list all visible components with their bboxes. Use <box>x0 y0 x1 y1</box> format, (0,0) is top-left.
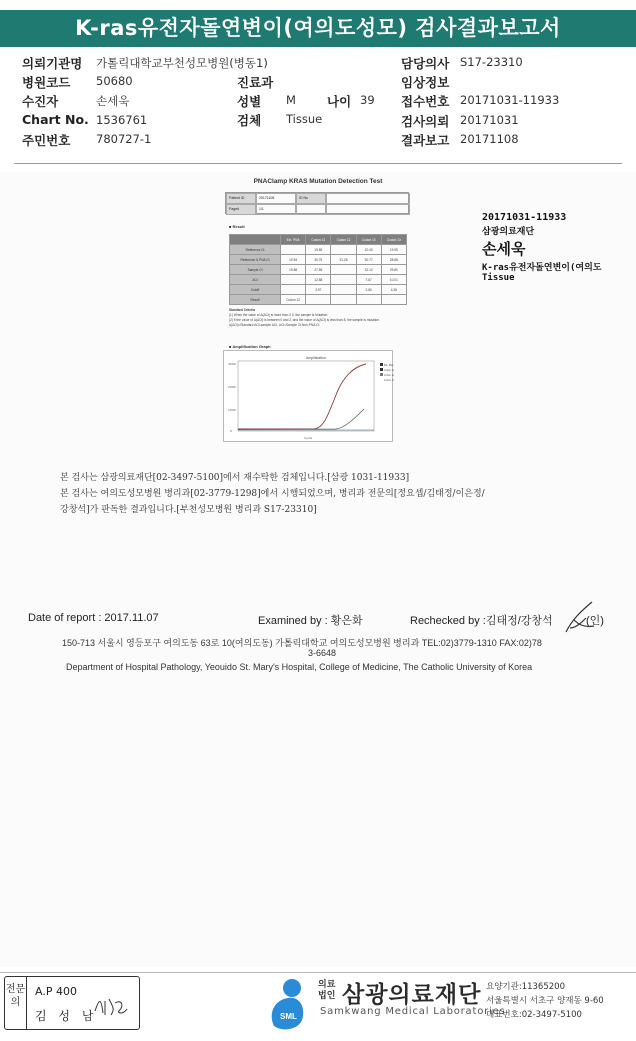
department-label: 진료과 <box>237 75 274 90</box>
chart-label: Chart No. <box>22 112 89 127</box>
y-tick: 2000 <box>228 385 236 389</box>
criteria-line: (2) If the value of Δ(ΔCt) is between 0 and 2, and the value of Δ(ΔCt) is less than 8, the sample is mutation. <box>229 318 380 322</box>
y-tick: 3000 <box>228 362 236 366</box>
clinical-label: 임상정보 <box>401 75 450 90</box>
table-cell: 12.88 <box>306 275 331 285</box>
legend-entry: Codon 12 <box>384 374 394 377</box>
legend-swatch <box>380 373 383 376</box>
y-tick: 1000 <box>228 408 236 412</box>
table-header-cell: Codon 13 <box>381 235 406 245</box>
standard-criteria <box>229 308 407 328</box>
rechecked-by: Rechecked by :김태정/강창석 <box>410 615 553 627</box>
pna-header-cell <box>326 204 410 215</box>
table-cell: 30.77 <box>356 255 381 265</box>
pnaclamp-report <box>223 178 413 349</box>
foundation-logo <box>266 974 636 1032</box>
table-cell <box>356 295 381 305</box>
examined-by: Examined by : 황은화 <box>258 615 363 627</box>
amplification-label: ■ Amplification Graph <box>229 344 271 349</box>
table-row <box>230 245 407 255</box>
logo-name: 삼광의료재단 <box>342 982 482 1008</box>
table-header-cell: Ext. PNA <box>281 235 306 245</box>
table-cell <box>281 285 306 295</box>
stamp-side-label: 전문의 <box>5 977 27 1029</box>
table-row <box>230 285 407 295</box>
pna-header-cell <box>326 193 410 204</box>
specimen-value: Tissue <box>286 112 323 126</box>
sex-value: M <box>286 93 296 107</box>
rrn-label: 주민번호 <box>22 133 71 148</box>
logo-mark-text: SML <box>280 1012 297 1021</box>
table-cell: 19.54 <box>281 255 306 265</box>
specialist-signature <box>91 991 131 1019</box>
logo-english: Samkwang Medical Laboratories <box>320 1006 506 1017</box>
pna-header-table <box>225 192 409 214</box>
table-cell: 4.38 <box>381 285 406 295</box>
legend-entry: Codon 13 <box>384 379 394 382</box>
specialist-stamp <box>4 976 140 1030</box>
table-row <box>230 255 407 265</box>
date-of-report: Date of report : 2017.11.07 <box>28 612 159 624</box>
pna-header-cell: ID No <box>296 193 326 204</box>
stamp-name: 김 성 남 <box>35 1009 98 1023</box>
table-cell <box>331 275 356 285</box>
table-cell: Reference Ct <box>230 245 281 255</box>
table-cell <box>331 245 356 255</box>
pna-header-cell: 1/1 <box>256 204 296 215</box>
sml-logo-icon <box>266 976 310 1030</box>
table-cell <box>331 285 356 295</box>
legend-entry: Ext. PNA <box>384 364 394 367</box>
table-cell: Cutoff <box>230 285 281 295</box>
address-line: 3-6648 <box>308 648 337 658</box>
table-header-cell: Codon 12 <box>306 235 331 245</box>
legend-swatch <box>380 368 383 371</box>
table-cell: 29.80 <box>381 265 406 275</box>
criteria-title: Standard Criteria <box>229 308 255 312</box>
doctor-value: S17-23310 <box>460 55 523 69</box>
patient-value: 손세욱 <box>96 94 130 108</box>
accession-label: 접수번호 <box>401 94 450 109</box>
table-cell: Codon 12 <box>281 295 306 305</box>
table-cell: 28.88 <box>381 255 406 265</box>
table-cell <box>306 295 331 305</box>
table-cell: 32.12 <box>356 265 381 275</box>
rrn-value: 780727-1 <box>96 132 152 146</box>
table-row <box>230 275 407 285</box>
table-cell: Result <box>230 295 281 305</box>
pna-header-cell: Page# <box>226 204 256 215</box>
specimen-label: 검체 <box>237 113 262 128</box>
table-cell: 19.95 <box>381 245 406 255</box>
info-divider <box>14 163 622 164</box>
request-label: 검사의뢰 <box>401 114 450 129</box>
recheck-signature <box>560 598 600 638</box>
patient-label: 수진자 <box>22 94 59 109</box>
notice-line: 본 검사는 삼광의료재단[02-3497-5100]에서 재수탁한 검체입니다.[삼광 1031-11933] <box>60 473 410 483</box>
stamp-ap-number: A.P 400 <box>35 985 77 998</box>
foundation-address: 서울특별시 서초구 양재동 9-60 <box>486 996 604 1006</box>
age-value: 39 <box>360 93 375 107</box>
amplification-curve <box>238 364 366 429</box>
sticker-foundation: 삼광의료재단 <box>482 227 535 237</box>
table-cell: 31.28 <box>331 255 356 265</box>
legend-entry: Codon 12 <box>384 369 394 372</box>
code-label: 병원코드 <box>22 75 71 90</box>
pna-header-cell: Patient ID <box>226 193 256 204</box>
sticker-accession: 20171031-11933 <box>482 212 567 223</box>
table-header-cell: Codon 13 <box>356 235 381 245</box>
plot-frame <box>238 361 374 431</box>
table-cell: 10.01 <box>381 275 406 285</box>
code-value: 50680 <box>96 74 133 88</box>
result-date-label: 결과보고 <box>401 133 450 148</box>
graph-title: Amplification <box>306 356 326 360</box>
result-section-label: ■ Result <box>229 224 245 229</box>
table-cell <box>281 275 306 285</box>
doctor-label: 담당의사 <box>401 56 450 71</box>
table-header-cell: Codon 12 <box>331 235 356 245</box>
table-cell <box>331 295 356 305</box>
sticker-test: K-ras유전자돌연변이(여의도 <box>482 263 602 273</box>
footer-divider <box>0 972 636 973</box>
notice-line: 강창석]가 판독한 결과입니다.[부천성모병원 병리과 S17-23310] <box>60 505 317 515</box>
amplification-plot <box>224 351 394 443</box>
criteria-line: (1) When the value of Δ(ΔCt) is more than 2.0, the sample is Mutation. <box>229 313 329 317</box>
table-cell <box>331 265 356 275</box>
notice-line: 본 검사는 여의도성모병원 병리과[02-3779-1298]에서 시행되었으며, 병리과 전문의[정요셉/김태정/이은정/ <box>60 489 485 499</box>
table-cell: 20.40 <box>356 245 381 255</box>
result-date-value: 20171108 <box>460 132 519 146</box>
foundation-phone: 대표번호:02-3497-5100 <box>486 1010 582 1020</box>
department-en: Department of Hospital Pathology, Yeouido St. Mary's Hospital, College of Medicine, The Catholic University of Korea <box>66 662 533 672</box>
table-cell: Reference & PNA Ct <box>230 255 281 265</box>
sticker-specimen: Tissue <box>482 273 515 283</box>
result-table <box>229 234 407 305</box>
table-cell: ΔCt <box>230 275 281 285</box>
pna-header-cell <box>296 204 326 215</box>
x-axis-label: Cycle <box>304 436 313 440</box>
legend-swatch <box>380 363 383 366</box>
logo-corporation: 의료법인 <box>318 980 336 1001</box>
specimen-sticker <box>482 212 622 283</box>
amplification-graph <box>223 350 393 442</box>
foundation-contact <box>486 980 604 1022</box>
table-cell: 19.89 <box>306 245 331 255</box>
y-tick: 0 <box>230 429 232 433</box>
chart-value: 1536761 <box>96 113 148 127</box>
table-cell: 30.75 <box>306 255 331 265</box>
rechecked-seal: (인) <box>586 615 604 627</box>
age-label: 나이 <box>327 94 352 109</box>
table-cell: 27.55 <box>306 265 331 275</box>
address-line: 150-713 서울시 영등포구 여의도동 63로 10(여의도동) 가톨릭대학교 여의도성모병원 병리과 TEL:02)3779-1310 FAX:02)78 <box>62 638 542 648</box>
institution-label: 의뢰기관명 <box>22 56 83 71</box>
table-cell <box>281 245 306 255</box>
table-header-cell <box>230 235 281 245</box>
result-table-header <box>230 235 407 245</box>
table-cell: 19.88 <box>281 265 306 275</box>
institution-value: 가톨릭대학교부천성모병원(병동1) <box>96 56 268 70</box>
pna-title: PNAClamp KRAS Mutation Detection Test <box>253 178 383 185</box>
institution-code: 요양기관:11365200 <box>486 982 565 992</box>
report-title: K-ras유전자돌연변이(여의도성모) 검사결과보고서 <box>0 10 636 47</box>
table-cell: Sample Ct <box>230 265 281 275</box>
table-cell <box>381 295 406 305</box>
table-row <box>230 265 407 275</box>
request-value: 20171031 <box>460 113 519 127</box>
accession-value: 20171031-11933 <box>460 93 560 107</box>
notice-text <box>60 470 580 518</box>
criteria-line: Δ(ΔCt)=Standard ΔCt-sample ΔCt, ΔCt=Sample Ct-Non-PNA Ct <box>229 323 320 327</box>
amplification-curve <box>238 409 364 430</box>
table-cell: 3.97 <box>306 285 331 295</box>
table-row <box>230 295 407 305</box>
sticker-patient: 손세욱 <box>482 240 526 258</box>
sex-label: 성별 <box>237 94 262 109</box>
table-cell: 2.80 <box>356 285 381 295</box>
table-cell: 7.67 <box>356 275 381 285</box>
pna-header-cell: 20171108 <box>256 193 296 204</box>
